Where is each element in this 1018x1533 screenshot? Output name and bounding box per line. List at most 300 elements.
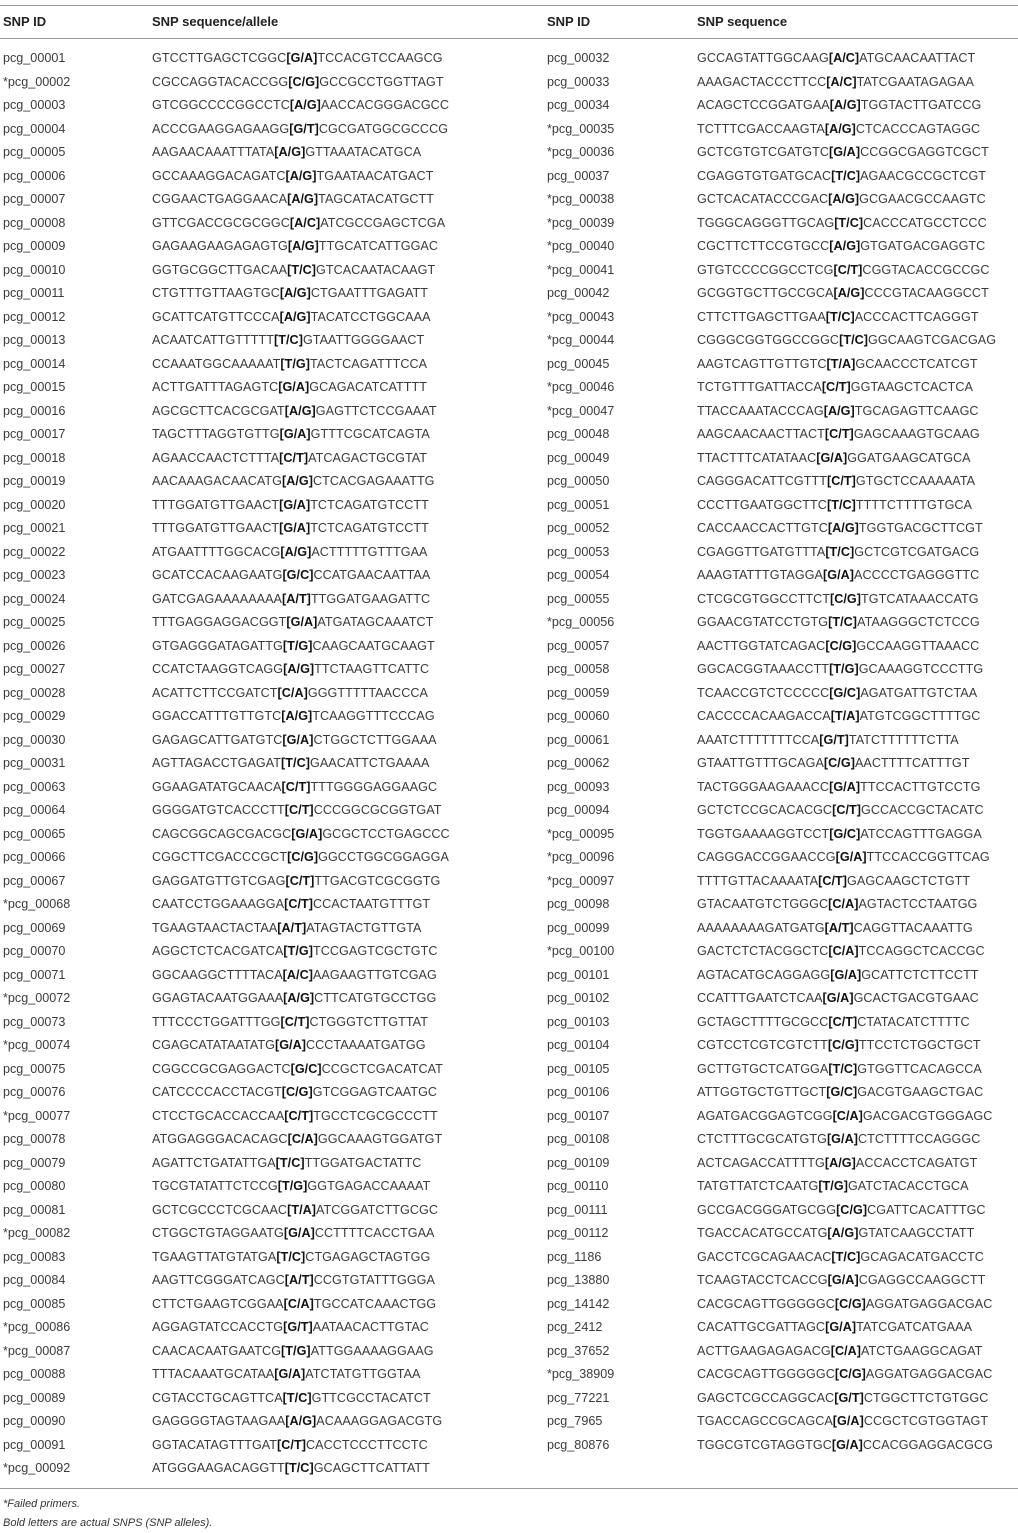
sequence-suffix: TTCCACTTGTCCTG bbox=[860, 779, 981, 794]
table-row bbox=[0, 1412, 1018, 1436]
sequence-suffix: GTGGTTCACAGCCA bbox=[857, 1061, 982, 1076]
snp-id-right: pcg_00107 bbox=[547, 1108, 610, 1123]
table-row bbox=[0, 637, 1018, 661]
sequence-suffix: CCGGCGAGGTCGCT bbox=[860, 145, 989, 159]
snp-id-left: pcg_00009 bbox=[3, 239, 66, 253]
sequence-prefix: TGGGCAGGGTTGCAG bbox=[697, 215, 835, 230]
sequence-prefix: ACTTGAAGAGAGACG bbox=[697, 1343, 831, 1358]
snp-allele: [A/C] bbox=[289, 215, 321, 230]
snp-id-left: pcg_00010 bbox=[3, 262, 66, 277]
snp-allele: [C/A] bbox=[830, 1343, 862, 1358]
snp-sequence-right bbox=[697, 874, 970, 888]
sequence-suffix: GCAGCTTCATTATT bbox=[313, 1461, 430, 1475]
snp-id-left: pcg_00078 bbox=[3, 1132, 66, 1146]
snp-allele: [G/T] bbox=[819, 732, 849, 747]
snp-allele: [G/A] bbox=[831, 1437, 863, 1452]
snp-id-left: *pcg_00092 bbox=[3, 1461, 71, 1475]
table-row bbox=[0, 1389, 1018, 1413]
snp-id-right: pcg_14142 bbox=[547, 1296, 610, 1311]
table-row bbox=[0, 731, 1018, 755]
table-row bbox=[0, 1318, 1018, 1342]
snp-sequence-left bbox=[152, 568, 430, 582]
snp-sequence-right bbox=[697, 568, 979, 582]
snp-sequence-left bbox=[152, 545, 428, 559]
table-row bbox=[0, 1107, 1018, 1131]
snp-id-left: pcg_00069 bbox=[3, 920, 66, 935]
sequence-prefix: CATCCCCACCTACGT bbox=[152, 1085, 282, 1099]
snp-id-left: pcg_00014 bbox=[3, 356, 66, 371]
sequence-prefix: CAGCGGCAGCGACGC bbox=[152, 826, 292, 841]
snp-id-left: pcg_00015 bbox=[3, 380, 66, 394]
snp-sequence-left bbox=[152, 1156, 421, 1170]
snp-id-left: pcg_00089 bbox=[3, 1390, 66, 1405]
sequence-prefix: CCATCTAAGGTCAGG bbox=[152, 662, 284, 676]
sequence-suffix: TGCCTCGCGCCCTT bbox=[313, 1108, 438, 1123]
snp-allele: [A/G] bbox=[824, 1155, 856, 1170]
table-row bbox=[0, 472, 1018, 496]
snp-id-left: *pcg_00086 bbox=[3, 1320, 71, 1334]
snp-id-right: pcg_00094 bbox=[547, 803, 610, 817]
sequence-prefix: CTGGCTGTAGGAATG bbox=[152, 1226, 284, 1240]
snp-sequence-right bbox=[697, 75, 974, 89]
sequence-suffix: GACGTGAAGCTGAC bbox=[857, 1085, 984, 1099]
snp-id-left: pcg_00064 bbox=[3, 803, 66, 817]
sequence-prefix: GCTCGTGTCGATGTC bbox=[697, 145, 830, 159]
snp-sequence-left bbox=[152, 521, 429, 535]
sequence-prefix: CGAGCATATAATATG bbox=[152, 1038, 275, 1052]
sequence-suffix: ATGCAACAATTACT bbox=[859, 51, 976, 65]
table-row bbox=[0, 1177, 1018, 1201]
snp-sequence-right bbox=[697, 1320, 972, 1334]
snp-allele: [A/G] bbox=[283, 991, 315, 1005]
snp-id-left: pcg_00001 bbox=[3, 51, 66, 65]
snp-sequence-right bbox=[697, 639, 979, 653]
sequence-prefix: AAGTTCGGGATCAGC bbox=[152, 1273, 285, 1287]
table-row bbox=[0, 519, 1018, 543]
snp-sequence-right bbox=[697, 98, 981, 112]
footnote-bold-letters: Bold letters are actual SNPS (SNP alleles). bbox=[3, 1517, 213, 1529]
sequence-suffix: GTGCTCCAAAAATA bbox=[855, 474, 976, 488]
snp-allele: [G/T] bbox=[834, 1390, 864, 1405]
snp-sequence-right bbox=[697, 897, 977, 911]
snp-allele: [G/A] bbox=[816, 450, 848, 465]
sequence-suffix: CTGGCTCTTGGAAA bbox=[313, 732, 437, 747]
snp-sequence-left bbox=[152, 1226, 435, 1240]
snp-sequence-left bbox=[152, 1203, 438, 1217]
snp-id-right: pcg_00032 bbox=[547, 51, 610, 65]
snp-allele: [G/A] bbox=[286, 615, 318, 629]
table-row bbox=[0, 1365, 1018, 1389]
snp-sequence-left bbox=[152, 310, 431, 324]
snp-allele: [C/T] bbox=[284, 803, 314, 817]
snp-sequence-right bbox=[697, 357, 978, 371]
snp-sequence-left bbox=[152, 1344, 434, 1358]
sequence-suffix: AACCACGGGACGCC bbox=[320, 98, 449, 112]
snp-allele: [T/G] bbox=[818, 1179, 848, 1193]
sequence-suffix: TATCGAATAGAGAA bbox=[856, 74, 974, 89]
sequence-prefix: AGGAGTATCCACCTG bbox=[152, 1320, 284, 1334]
sequence-prefix: TTACCAAATACCCAG bbox=[697, 403, 824, 418]
snp-id-right: *pcg_00039 bbox=[547, 215, 615, 230]
sequence-suffix: AACTTTTCATTTGT bbox=[854, 756, 970, 770]
table-row bbox=[0, 261, 1018, 285]
sequence-suffix: TACATCCTGGCAAA bbox=[310, 309, 431, 324]
snp-allele: [A/G] bbox=[279, 286, 311, 300]
snp-id-left: pcg_00084 bbox=[3, 1273, 66, 1287]
snp-id-left: pcg_00079 bbox=[3, 1155, 66, 1170]
sequence-prefix: GATCGAGAAAAAAAA bbox=[152, 591, 282, 606]
snp-id-right: pcg_00111 bbox=[547, 1202, 608, 1217]
sequence-suffix: CTGGCTTCTGTGGC bbox=[863, 1390, 989, 1405]
snp-id-right: pcg_00108 bbox=[547, 1132, 610, 1146]
sequence-suffix: TTGCATCATTGGAC bbox=[318, 239, 439, 253]
sequence-suffix: AGGATGAGGACGAC bbox=[865, 1367, 993, 1381]
snp-sequence-right bbox=[697, 263, 990, 277]
snp-allele: [T/A] bbox=[830, 709, 860, 723]
snp-id-left: pcg_00019 bbox=[3, 474, 66, 488]
table-bottom-rule bbox=[0, 1488, 1018, 1489]
sequence-prefix: TTTGAGGAGGACGGT bbox=[152, 615, 287, 629]
table-row bbox=[0, 1295, 1018, 1319]
sequence-suffix: GCCGCCTGGTTAGT bbox=[319, 74, 444, 89]
snp-allele: [C/T] bbox=[285, 873, 315, 888]
snp-sequence-left bbox=[152, 286, 428, 300]
snp-id-right: pcg_13880 bbox=[547, 1273, 610, 1287]
table-row bbox=[0, 684, 1018, 708]
sequence-prefix: AGATTCTGATATTGA bbox=[152, 1155, 276, 1170]
snp-sequence-left bbox=[152, 803, 442, 817]
snp-allele: [T/C] bbox=[825, 309, 855, 324]
snp-id-left: pcg_00013 bbox=[3, 333, 66, 347]
snp-sequence-left bbox=[152, 756, 429, 770]
sequence-suffix: CTCACGAGAAATTG bbox=[313, 474, 435, 488]
snp-sequence-left bbox=[152, 498, 429, 512]
snp-allele: [C/G] bbox=[834, 1367, 866, 1381]
sequence-suffix: CGGTACACCGCCGC bbox=[862, 262, 990, 277]
sequence-prefix: TCAACCGTCTCCCCC bbox=[697, 685, 830, 700]
sequence-prefix: AACAAAGACAACATG bbox=[152, 474, 282, 488]
sequence-prefix: AGTTAGACCTGAGAT bbox=[152, 756, 282, 770]
snp-id-left: pcg_00071 bbox=[3, 967, 66, 982]
sequence-suffix: GTCGGAGTCAATGC bbox=[312, 1085, 438, 1099]
sequence-suffix: CACCCATGCCTCCC bbox=[863, 215, 987, 230]
table-row bbox=[0, 825, 1018, 849]
table-row bbox=[0, 167, 1018, 191]
snp-id-left: pcg_00027 bbox=[3, 662, 66, 676]
snp-allele: [G/C] bbox=[829, 685, 861, 700]
snp-id-left: pcg_00063 bbox=[3, 779, 66, 794]
snp-sequence-right bbox=[697, 404, 979, 418]
table-row bbox=[0, 590, 1018, 614]
table-row bbox=[0, 1036, 1018, 1060]
snp-sequence-left bbox=[152, 968, 437, 982]
sequence-suffix: CAGGTTACAAATTG bbox=[853, 920, 973, 935]
snp-allele: [G/A] bbox=[825, 1320, 857, 1334]
snp-id-left: pcg_00073 bbox=[3, 1014, 66, 1029]
snp-sequence-right bbox=[697, 521, 983, 535]
snp-allele: [T/G] bbox=[281, 1343, 311, 1358]
sequence-suffix: TTTTCTTTTGTGCA bbox=[855, 497, 973, 512]
sequence-prefix: CACCAACCACTTGTC bbox=[697, 521, 828, 535]
snp-id-right: *pcg_00096 bbox=[547, 850, 615, 864]
sequence-suffix: TTTGGGGAGGAAGC bbox=[310, 779, 438, 794]
snp-sequence-right bbox=[697, 169, 986, 183]
sequence-prefix: CACGCAGTTGGGGGC bbox=[697, 1367, 835, 1381]
snp-allele: [C/T] bbox=[832, 803, 862, 817]
table-row bbox=[0, 919, 1018, 943]
sequence-prefix: GGCAAGGCTTTTACA bbox=[152, 967, 283, 982]
sequence-prefix: AACTTGGTATCAGAC bbox=[697, 638, 826, 653]
snp-id-right: pcg_00110 bbox=[547, 1179, 609, 1193]
snp-sequence-left bbox=[152, 380, 427, 394]
snp-sequence-left bbox=[152, 991, 436, 1005]
sequence-suffix: GGCAAGTCGACGAG bbox=[868, 333, 997, 347]
sequence-suffix: ATCGGATCTTGCGC bbox=[316, 1202, 438, 1217]
snp-id-right: pcg_00098 bbox=[547, 897, 610, 911]
snp-sequence-left bbox=[152, 897, 430, 911]
snp-allele: [C/G] bbox=[823, 756, 855, 770]
snp-allele: [A/G] bbox=[285, 168, 317, 183]
sequence-prefix: CAATCCTGGAAAGGA bbox=[152, 897, 285, 911]
sequence-suffix: ATGTCGGCTTTTGC bbox=[859, 709, 981, 723]
table-row bbox=[0, 425, 1018, 449]
snp-id-right: *pcg_00047 bbox=[547, 403, 615, 418]
sequence-prefix: GAGGATGTTGTCGAG bbox=[152, 873, 286, 888]
snp-id-right: pcg_00062 bbox=[547, 756, 610, 770]
snp-sequence-left bbox=[152, 451, 427, 465]
snp-id-left: *pcg_00072 bbox=[3, 991, 71, 1005]
snp-sequence-left bbox=[152, 874, 440, 888]
sequence-suffix: AGTACTCCTAATGG bbox=[858, 897, 978, 911]
sequence-suffix: CGATTCACATTTGC bbox=[867, 1202, 986, 1217]
snp-sequence-right bbox=[697, 1109, 992, 1123]
sequence-prefix: GGAACGTATCCTGTG bbox=[697, 615, 829, 629]
snp-sequence-left bbox=[152, 944, 438, 958]
sequence-prefix: TACTGGGAAGAAACC bbox=[697, 779, 830, 794]
snp-allele: [T/C] bbox=[828, 615, 858, 629]
snp-id-left: pcg_00066 bbox=[3, 850, 66, 864]
snp-id-left: pcg_00070 bbox=[3, 944, 66, 958]
table-row bbox=[0, 1083, 1018, 1107]
snp-id-right: pcg_00103 bbox=[547, 1014, 610, 1029]
snp-sequence-left bbox=[152, 1320, 429, 1334]
sequence-suffix: TGGTACTTGATCCG bbox=[860, 98, 982, 112]
header-sequence: SNP sequence bbox=[697, 14, 788, 29]
sequence-suffix: AGGATGAGGACGAC bbox=[865, 1296, 993, 1311]
sequence-suffix: GGCCTGGCGGAGGA bbox=[318, 850, 449, 864]
snp-id-right: pcg_00034 bbox=[547, 98, 610, 112]
snp-id-right: pcg_00099 bbox=[547, 920, 610, 935]
sequence-prefix: GCTCTCCGCACACGC bbox=[697, 803, 833, 817]
snp-id-right: pcg_00049 bbox=[547, 450, 610, 465]
sequence-prefix: ATTGGTGCTGTTGCT bbox=[697, 1085, 827, 1099]
snp-sequence-left bbox=[152, 827, 450, 841]
sequence-suffix: ACAAAGGAGACGTG bbox=[316, 1414, 443, 1428]
snp-id-left: pcg_00085 bbox=[3, 1296, 66, 1311]
sequence-suffix: GCCAAGGTTAAACC bbox=[856, 638, 980, 653]
snp-sequence-left bbox=[152, 1132, 442, 1146]
sequence-prefix: TGCGTATATTCTCCG bbox=[152, 1179, 278, 1193]
sequence-prefix: CAGGGACATTCGTTT bbox=[697, 474, 827, 488]
snp-sequence-left bbox=[152, 474, 435, 488]
snp-allele: [A/G] bbox=[281, 709, 313, 723]
snp-allele: [G/A] bbox=[274, 1367, 306, 1381]
table-row bbox=[0, 96, 1018, 120]
sequence-prefix: CGAGGTTGATGTTTA bbox=[697, 544, 826, 559]
snp-sequence-right bbox=[697, 545, 979, 559]
snp-allele: [C/T] bbox=[284, 897, 314, 911]
table-row bbox=[0, 331, 1018, 355]
sequence-prefix: CTTCTTGAGCTTGAA bbox=[697, 309, 826, 324]
sequence-suffix: ATCTATGTTGGTAA bbox=[305, 1367, 421, 1381]
snp-sequence-left bbox=[152, 921, 421, 935]
snp-id-left: *pcg_00077 bbox=[3, 1108, 71, 1123]
snp-allele: [A/G] bbox=[280, 544, 312, 559]
table-row bbox=[0, 966, 1018, 990]
snp-id-right: pcg_00033 bbox=[547, 74, 610, 89]
sequence-suffix: CCGCTCGTGGTAGT bbox=[863, 1414, 989, 1428]
snp-allele: [A/G] bbox=[285, 1414, 317, 1428]
sequence-prefix: GTTCGACCGCGCGGC bbox=[152, 215, 290, 230]
snp-allele: [C/T] bbox=[280, 1014, 310, 1029]
sequence-suffix: TGTCATAAACCATG bbox=[861, 591, 979, 606]
table-row bbox=[0, 190, 1018, 214]
snp-sequence-left bbox=[152, 1109, 438, 1123]
snp-allele: [G/A] bbox=[283, 1226, 315, 1240]
snp-sequence-left bbox=[152, 709, 435, 723]
snp-allele: [T/G] bbox=[283, 944, 313, 958]
snp-allele: [T/C] bbox=[826, 497, 856, 512]
sequence-prefix: CACGCAGTTGGGGGC bbox=[697, 1296, 835, 1311]
snp-id-left: pcg_00076 bbox=[3, 1085, 66, 1099]
snp-id-left: pcg_00016 bbox=[3, 403, 66, 418]
snp-allele: [C/G] bbox=[281, 1085, 313, 1099]
snp-allele: [G/A] bbox=[286, 51, 318, 65]
sequence-suffix: ATCTGAAGGCAGAT bbox=[861, 1343, 983, 1358]
sequence-prefix: GGCACGGTAAACCTT bbox=[697, 662, 830, 676]
sequence-prefix: AAGAACAAATTTATA bbox=[152, 145, 275, 159]
snp-allele: [A/G] bbox=[824, 121, 856, 136]
sequence-suffix: CGAGGCCAAGGCTT bbox=[858, 1273, 986, 1287]
snp-allele: [A/C] bbox=[828, 51, 860, 65]
snp-sequence-left bbox=[152, 1038, 426, 1052]
sequence-prefix: GAGGGGTAGTAAGAA bbox=[152, 1414, 286, 1428]
sequence-prefix: GACTCTCTACGGCTC bbox=[697, 944, 829, 958]
sequence-prefix: AAATCTTTTTTTCCA bbox=[697, 732, 820, 747]
sequence-prefix: AGGCTCTCACGATCA bbox=[152, 944, 284, 958]
sequence-prefix: GCTCGCCCTCGCAAC bbox=[152, 1202, 288, 1217]
snp-allele: [G/A] bbox=[832, 1414, 864, 1428]
sequence-suffix: TTCCTCTGGCTGCT bbox=[858, 1038, 981, 1052]
snp-id-left: pcg_00029 bbox=[3, 709, 66, 723]
sequence-prefix: GGAGTACAATGGAAA bbox=[152, 991, 284, 1005]
sequence-prefix: GGTGCGGCTTGACAA bbox=[152, 262, 288, 277]
table-body bbox=[0, 49, 1018, 1483]
snp-id-right: pcg_00048 bbox=[547, 427, 610, 441]
snp-sequence-left bbox=[152, 733, 437, 747]
snp-id-left: pcg_00065 bbox=[3, 826, 66, 841]
table-row bbox=[0, 895, 1018, 919]
table-row bbox=[0, 1130, 1018, 1154]
snp-id-left: pcg_00083 bbox=[3, 1249, 66, 1264]
sequence-prefix: CCATTTGAATCTCAA bbox=[697, 991, 823, 1005]
snp-sequence-right bbox=[697, 1367, 992, 1381]
snp-id-left: pcg_00003 bbox=[3, 98, 66, 112]
sequence-suffix: GAACATTCTGAAAA bbox=[309, 756, 430, 770]
snp-sequence-right bbox=[697, 498, 972, 512]
snp-sequence-right bbox=[697, 1038, 981, 1052]
table-row bbox=[0, 378, 1018, 402]
snp-id-right: pcg_00052 bbox=[547, 521, 610, 535]
snp-id-right: pcg_00101 bbox=[547, 967, 610, 982]
sequence-prefix: TCTGTTTGATTACCA bbox=[697, 380, 822, 394]
table-row bbox=[0, 848, 1018, 872]
snp-allele: [T/C] bbox=[831, 1249, 861, 1264]
snp-allele: [C/A] bbox=[277, 685, 308, 700]
snp-allele: [A/G] bbox=[823, 403, 855, 418]
snp-allele: [T/C] bbox=[828, 1061, 858, 1076]
sequence-suffix: CCCGGCGCGGTGAT bbox=[313, 803, 442, 817]
snp-sequence-right bbox=[697, 145, 989, 159]
sequence-prefix: AAAAAAAAGATGATG bbox=[697, 920, 825, 935]
sequence-suffix: GTTTCGCATCAGTA bbox=[310, 427, 430, 441]
sequence-suffix: CTGGGTCTTGTTAT bbox=[309, 1014, 428, 1029]
sequence-prefix: TGAAGTAACTACTAA bbox=[152, 920, 278, 935]
snp-sequence-left bbox=[152, 192, 434, 206]
sequence-prefix: CGAGGTGTGATGCAC bbox=[697, 168, 832, 183]
table-row bbox=[0, 355, 1018, 379]
table-row bbox=[0, 1459, 1018, 1483]
table-row bbox=[0, 543, 1018, 567]
snp-id-left: *pcg_00087 bbox=[3, 1343, 71, 1358]
sequence-suffix: ATCCAGTTTGAGGA bbox=[860, 826, 982, 841]
snp-allele: [A/G] bbox=[287, 192, 319, 206]
snp-allele: [C/T] bbox=[279, 450, 309, 465]
sequence-suffix: GATCTACACCTGCA bbox=[847, 1179, 969, 1193]
snp-id-right: pcg_2412 bbox=[547, 1320, 603, 1334]
snp-allele: [C/T] bbox=[277, 1437, 306, 1452]
snp-id-left: pcg_00088 bbox=[3, 1367, 66, 1381]
sequence-suffix: TATCTTTTTTCTTA bbox=[848, 732, 959, 747]
snp-allele: [C/T] bbox=[833, 262, 863, 277]
snp-sequence-right bbox=[697, 1179, 969, 1193]
sequence-suffix: TGCCATCAAACTGG bbox=[313, 1296, 437, 1311]
snp-id-right: pcg_00054 bbox=[547, 568, 610, 582]
sequence-prefix: GTGTCCCCGGCCTCG bbox=[697, 262, 834, 277]
snp-sequence-left bbox=[152, 427, 430, 441]
snp-sequence-right bbox=[697, 286, 989, 300]
snp-allele: [A/G] bbox=[827, 521, 859, 535]
table-row bbox=[0, 801, 1018, 825]
snp-id-right: *pcg_00095 bbox=[547, 826, 615, 841]
sequence-suffix: GGATGAAGCATGCA bbox=[847, 450, 971, 465]
table-row bbox=[0, 1271, 1018, 1295]
snp-sequence-left bbox=[152, 615, 433, 629]
snp-sequence-left bbox=[152, 263, 435, 277]
sequence-prefix: CGGCTTCGACCCGCT bbox=[152, 850, 288, 864]
snp-id-right: pcg_00102 bbox=[547, 991, 610, 1005]
snp-id-right: pcg_00093 bbox=[547, 779, 610, 794]
sequence-prefix: GTGAGGGATAGATTG bbox=[152, 638, 283, 653]
snp-sequence-left bbox=[152, 122, 448, 136]
snp-allele: [A/G] bbox=[281, 474, 314, 488]
snp-allele: [C/T] bbox=[284, 1108, 314, 1123]
snp-allele: [T/C] bbox=[284, 1461, 314, 1475]
sequence-prefix: GCTCACATACCCGAC bbox=[697, 192, 829, 206]
snp-id-left: *pcg_00074 bbox=[3, 1038, 71, 1052]
sequence-suffix: AGAACGCCGCTCGT bbox=[860, 168, 987, 183]
snp-sequence-right bbox=[697, 850, 990, 864]
